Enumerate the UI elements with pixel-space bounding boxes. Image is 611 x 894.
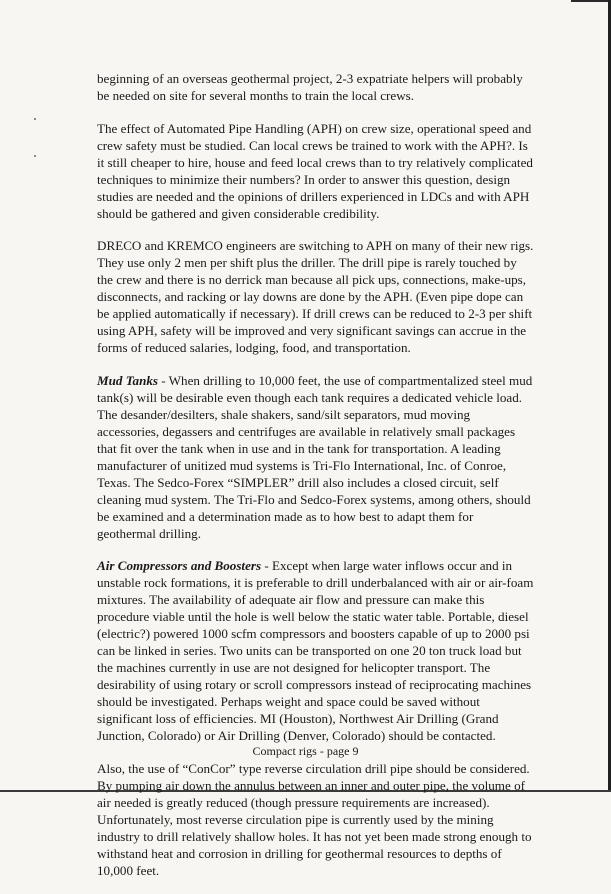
body-text <box>97 70 535 894</box>
paragraph-text: beginning of an overseas geothermal project, 2-3 expatriate helpers will probably be needed on site for several months to train the local crews. <box>97 71 523 103</box>
paragraph <box>97 237 535 356</box>
paragraph-text: Also, the use of “ConCor” type reverse circulation drill pipe should be considered. By pumping air down the annulus between an inner and outer pipe, the volume of air needed is greatly reduced (though pressure requirements are increased). Unfortunately, most reverse circulation pipe is currently used by the mining industry to drill relatively shallow holes. It has not yet been made strong enough to withstand heat and corrosion in drilling for geothermal resources to depths of 10,000 feet. <box>97 760 532 878</box>
paragraph-text: - Except when large water inflows occur and in unstable rock formations, it is preferable to drill underbalanced with air or air-foam mixtures. The availability of adequate air flow and pressure can make this procedure viable until the hole is well below the static water table. Portable, diesel (electric?) powered 1000 scfm compressors and boosters capable of up to 2000 psi can be linked in series. Two units can be transported on one 20 ton truck load but the machines currently in use are not designed for helicopter transport. The desirability of using rotary or scroll compressors instead of reciprocating machines should be investigated. Perhaps weight and space could be saved without significant loss of efficiencies. MI (Houston), Northwest Air Drilling (Grand Junction, Colorado) or Air Drilling (Denver, Colorado) should be contacted. <box>97 558 534 743</box>
paragraph <box>97 70 535 104</box>
paragraph <box>97 372 535 542</box>
scan-edge-top <box>571 0 611 2</box>
page-footer: Compact rigs - page 9 <box>252 744 359 758</box>
paragraph-text: DRECO and KREMCO engineers are switching to APH on many of their new rigs. They use only 2 men per shift plus the driller. The drill pipe is rarely touched by the crew and there is no derrick man because all pick ups, connections, make-ups, disconnects, and racking or lay downs are done by the APH. (Even pipe dope can be applied automatically if necessary). If drill crews can be reduced to 2-3 per shift using APH, safety will be improved and very significant savings can accrue in the forms of reduced salaries, lodging, food, and transportation. <box>97 238 534 355</box>
section-heading: Air Compressors and Boosters <box>97 558 262 573</box>
section-heading: Mud Tanks <box>97 372 159 388</box>
paragraph-text: The effect of Automated Pipe Handling (APH) on crew size, operational speed and crew safety must be studied. Can local crews be trained to work with the APH?. Is it still cheaper to hire, house and feed local crews than to try relatively complicated techniques to minimize their numbers? In order to answer this question, design studies are needed and the opinions of drillers experienced in LDCs and with APH should be gathered and given considerable credibility. <box>97 120 533 221</box>
paragraph <box>97 760 535 879</box>
paragraph <box>97 557 535 744</box>
paragraph-text: - When drilling to 10,000 feet, the use of compartmentalized steel mud tank(s) will be desirable even though each tank requires a dedicated vehicle load. The desander/desilters, shale shakers, sand/silt separators, mud moving accessories, degassers and centrifuges are available in relatively small packages that fit over the tank when in use and in the tank for transportation. A leading manufacturer of unitized mud systems is Tri-Flo International, Inc. of Conroe, Texas. The Sedco-Forex “SIMPLER” drill also includes a closed circuit, self cleaning mud system. The Tri-Flo and Sedco-Forex systems, among others, should be examined and a determination made as to how best to adapt them for geothermal drilling. <box>97 372 533 541</box>
scan-speck <box>34 118 36 120</box>
paragraph <box>97 120 535 222</box>
scan-speck <box>34 155 36 157</box>
